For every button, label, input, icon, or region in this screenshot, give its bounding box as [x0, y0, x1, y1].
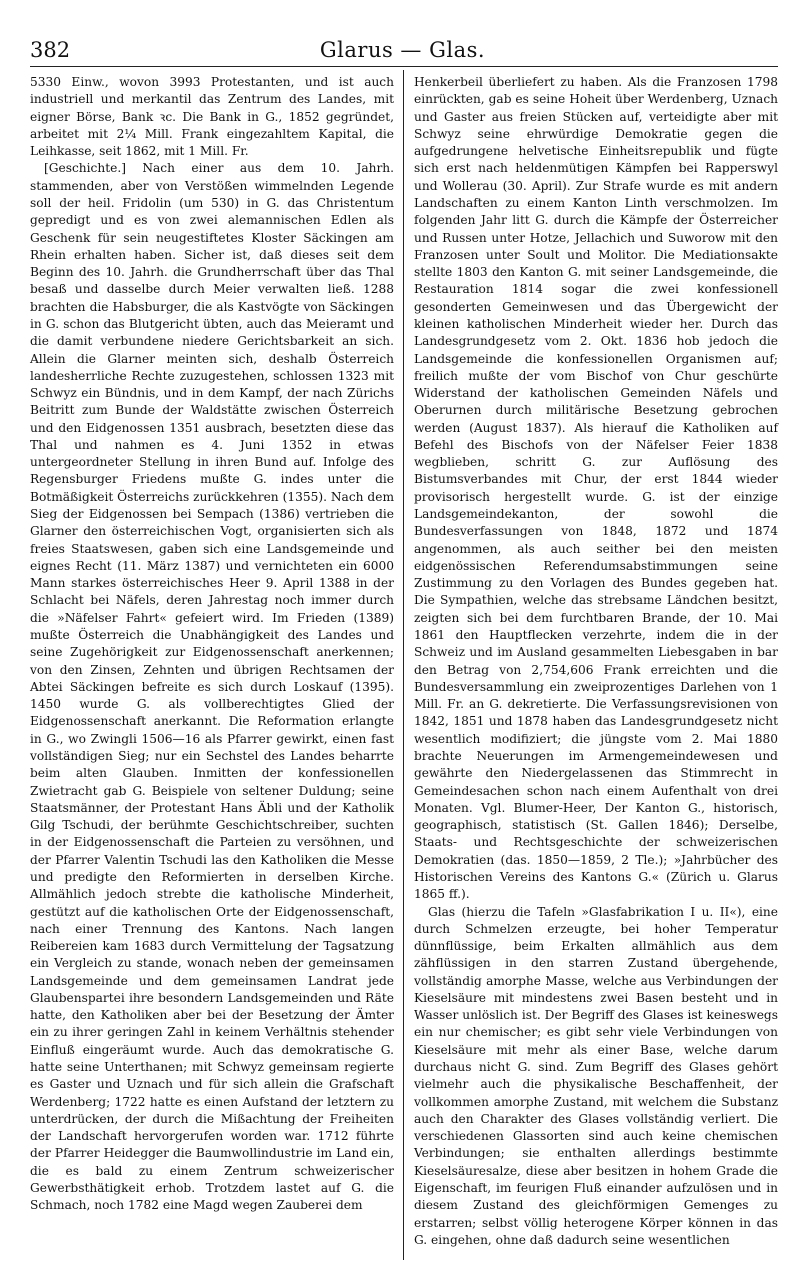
header-rule	[30, 66, 778, 67]
page-header	[30, 38, 775, 68]
running-title: Glarus — Glas.	[319, 38, 486, 62]
column-divider	[403, 70, 404, 1260]
paragraph-glas-entry: Glas (hierzu die Tafeln »Glasfabrikation I u. II«), eine durch Schmelzen erzeugte, bei hoher Temperatur dünnflüssige, beim Erkalten allmählich aus dem zähflüssigen in den starren Zustand übergehende, vollständig amorphe Masse, welche aus Verbindungen der Kieselsäure mit mindestens zwei Basen besteht und in Wasser unlöslich ist. Der Begriff des Glases ist keineswegs ein nur chemischer; es gibt sehr viele Verbindungen von Kieselsäure mit mehr als einer Base, welche darum durchaus nicht G. sind. Zum Begriff des Glases gehört vielmehr auch die physikalische Beschaffenheit, der vollkommen amorphe Zustand, mit welchem die Substanz auch den Charakter des Glases vollständig verliert. Die verschiedenen Glassorten sind auch keine chemischen Verbindungen; sie enthalten allerdings bestimmte Kieselsäuresalze, diese aber besitzen in hohem Grade die Eigenschaft, im feurigen Fluß einander aufzulösen und in diesem Zustand des gleichförmigen Gemenges zu erstarren; selbst völlig heterogene Körper können in das G. eingehen, ohne daß dadurch seine wesentlichen	[414, 904, 778, 1247]
paragraph-history-continued: Henkerbeil überliefert zu haben. Als die Franzosen 1798 einrückten, gab es seine Hoheit über Werdenberg, Uznach und Gaster aus freien Stücken auf, verteidigte aber mit Schwyz seine ehrwürdige Demokratie gegen die aufgedrungene helvetische Einheitsrepublik und fügte sich erst nach heldenmütigen Kämpfen bei Rapperswyl und Wollerau (30. April). Zur Strafe wurde es mit andern Landschaften zu einem Kanton Linth verschmolzen. Im folgenden Jahr litt G. durch die Kämpfe der Österreicher und Russen unter Hotze, Jellachich und Suworow mit den Franzosen unter Soult und Molitor. Die Mediationsakte stellte 1803 den Kanton G. mit seiner Landsgemeinde, die Restauration 1814 sogar die zwei konfessionell gesonderten Gemeinwesen und das Übergewicht der kleinen katholischen Minderheit wieder her. Durch das Landesgrundgesetz vom 2. Okt. 1836 hob jedoch die Landsgemeinde die konfessionellen Organismen auf; freilich mußte der vom Bischof von Chur geschürte Widerstand der katholischen Gemeinden Näfels und Oberurnen durch militärische Besetzung gebrochen werden (August 1837). Als hierauf die Katholiken auf Befehl des Bischofs von der Näfelser Feier 1838 wegblieben, schritt G. zur Auflösung des Bistumsverbandes mit Chur, der erst 1844 wieder provisorisch hergestellt wurde. G. ist der einzige Landsgemeindekanton, der sowohl die Bundesverfassungen von 1848, 1872 und 1874 angenommen, als auch seither bei den meisten eidgenössischen Referendumsabstimmungen seine Zustimmung zu den Vorlagen des Bundes gegeben hat. Die Sympathien, welche das strebsame Ländchen besitzt, zeigten sich bei dem furchtbaren Brande, der 10. Mai 1861 den Hauptflecken verzehrte, indem die in der Schweiz und im Ausland gesammelten Liebesgaben in bar den Betrag von 2,754,606 Frank erreichten und die Bundesversammlung ein zweiprozentiges Darlehen von 1 Mill. Fr. an G. dekretierte. Die Verfassungsrevisionen von 1842, 1851 und 1878 haben das Landesgrundgesetz nicht wesentlich modifiziert; die jüngste vom 2. Mai 1880 brachte Neuerungen im Armengemeindewesen und gewährte den Niedergelassenen das Stimmrecht in Gemeindesachen schon nach einem Aufenthalt von drei Monaten. Vgl. Blumer-Heer, Der Kanton G., historisch, geographisch, statistisch (St. Gallen 1846); Derselbe, Staats- und Rechtsgeschichte der schweizerischen Demokratien (das. 1850—1859, 2 Tle.); »Jahrbücher des Historischen Vereins des Kantons G.« (Zürich u. Glarus 1865 ff.).	[414, 75, 778, 902]
right-column	[414, 74, 778, 1249]
paragraph-population: 5330 Einw., wovon 3993 Protestanten, und ist auch industriell und merkantil das Zentrum des Landes, mit eigner Börse, Bank ꝛc. Die Bank in G., 1852 gegründet, arbeitet mit 2¼ Mill. Frank eingezahltem Kapital, die Leihkasse, seit 1862, mit 1 Mill. Fr.	[30, 75, 394, 159]
paragraph-history: [Geschichte.] Nach einer aus dem 10. Jahrh. stammenden, aber von Verstößen wimmelnden Legende soll der heil. Fridolin (um 530) in G. das Christentum gepredigt und es von zwei alemannischen Edlen als Geschenk für sein neugestiftetes Kloster Säckingen am Rhein erhalten haben. Sicher ist, daß dieses seit dem Beginn des 10. Jahrh. die Grundherrschaft über das Thal besaß und dasselbe durch Meier verwalten ließ. 1288 brachten die Habsburger, die als Kastvögte von Säckingen in G. schon das Blutgericht übten, auch das Meieramt und die damit verbundene niedere Gerichtsbarkeit an sich. Allein die Glarner meinten sich, deshalb Österreich landesherrliche Rechte zuzugestehen, schlossen 1323 mit Schwyz ein Bündnis, und in dem Kampf, der nach Zürichs Beitritt zum Bunde der Waldstätte zwischen Österreich und den Eidgenossen 1351 ausbrach, besetzten diese das Thal und nahmen es 4. Juni 1352 in etwas untergeordneter Stellung in ihren Bund auf. Infolge des Regensburger Friedens mußte G. indes unter die Botmäßigkeit Österreichs zurückkehren (1355). Nach dem Sieg der Eidgenossen bei Sempach (1386) vertrieben die Glarner den österreichischen Vogt, organisierten sich als freies Staatswesen, gaben sich eine Landsgemeinde und eignes Recht (11. März 1387) und vernichteten ein 6000 Mann starkes österreichisches Heer 9. April 1388 in der Schlacht bei Näfels, deren Jahrestag noch immer durch die »Näfelser Fahrt« gefeiert wird. Im Frieden (1389) mußte Österreich die Unabhängigkeit des Landes und seine Zugehörigkeit zur Eidgenossenschaft anerkennen; von den Zinsen, Zehnten und übrigen Rechtsamen der Abtei Säckingen befreite es sich durch Loskauf (1395). 1450 wurde G. als vollberechtigtes Glied der Eidgenossenschaft anerkannt. Die Reformation erlangte in G., wo Zwingli 1506—16 als Pfarrer gewirkt, einen fast vollständigen Sieg; nur ein Sechstel des Landes beharrte beim alten Glauben. Inmitten der konfessionellen Zwietracht gab G. Beispiele von seltener Duldung; seine Staatsmänner, der Protestant Hans Äbli und der Katholik Gilg Tschudi, der berühmte Geschichtschreiber, suchten in der Eidgenossenschaft die Parteien zu versöhnen, und der Pfarrer Valentin Tschudi las den Katholiken die Messe und predigte den Reformierten in derselben Kirche. Allmählich jedoch strebte die katholische Minderheit, gestützt auf die katholischen Orte der Eidgenossenschaft, nach einer Trennung des Kantons. Nach langen Reibereien kam 1683 durch Vermittelung der Tagsatzung ein Vergleich zu stande, wonach neben der gemeinsamen Landsgemeinde und dem gemeinsamen Landrat jede Glaubenspartei ihre besondern Landsgemeinden und Räte hatte, den Katholiken aber bei der Besetzung der Ämter ein zu ihrer geringen Zahl in keinem Verhältnis stehender Einfluß eingeräumt wurde. Auch das demokratische G. hatte seine Unterthanen; mit Schwyz gemeinsam regierte es Gaster und Uznach und für sich allein die Grafschaft Werdenberg; 1722 hatte es einen Aufstand der letztern zu unterdrücken, der durch die Mißachtung der Freiheiten der Landschaft hervorgerufen worden war. 1712 führte der Pfarrer Heidegger die Baumwollindustrie im Land ein, die es bald zu einem Zentrum schweizerischer Gewerbsthätigkeit erhob. Trotzdem lastet auf G. die Schmach, noch 1782 eine Magd wegen Zauberei dem	[30, 161, 394, 1213]
left-column	[30, 74, 394, 1215]
page-number: 382	[30, 38, 71, 62]
